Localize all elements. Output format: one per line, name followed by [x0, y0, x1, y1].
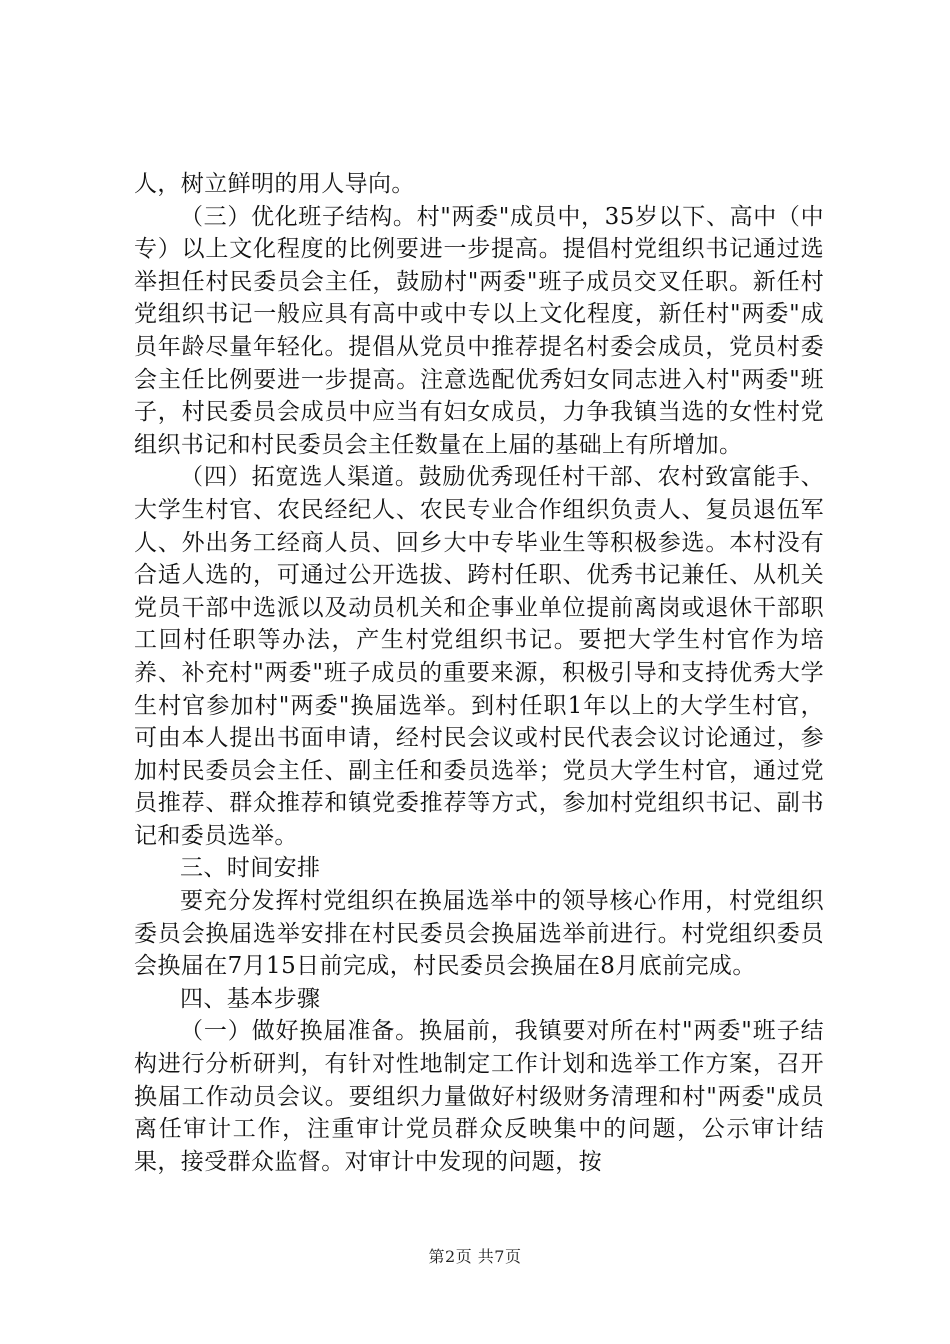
- paragraph-preparation: （一）做好换届准备。换届前，我镇要对所在村"两委"班子结构进行分析研判，有针对性地制定工作计划和选举工作方案，召开换届工作动员会议。要组织力量做好村级财务清理和村"两委"成员离任审计工作，注重审计党员群众反映集中的问题，公示审计结果，接受群众监督。对审计中发现的问题，按: [134, 1018, 824, 1175]
- paragraph-schedule: 要充分发挥村党组织在换届选举中的领导核心作用，村党组织委员会换届选举安排在村民委员会换届选举前进行。村党组织委员会换届在7月15日前完成，村民委员会换届在8月底前完成。: [134, 888, 824, 980]
- paragraph-optimize-structure: （三）优化班子结构。村"两委"成员中，35岁以下、高中（中专）以上文化程度的比例要进一步提高。提倡村党组织书记通过选举担任村民委员会主任，鼓励村"两委"班子成员交叉任职。新任村党组织书记一般应具有高中或中专以上文化程度，新任村"两委"成员年龄尽量年轻化。提倡从党员中推荐提名村委会成员，党员村委会主任比例要进一步提高。注意选配优秀妇女同志进入村"两委"班子，村民委员会成员中应当有妇女成员，力争我镇当选的女性村党组织书记和村民委员会主任数量在上届的基础上有所增加。: [134, 203, 824, 458]
- document-body: [134, 168, 824, 1178]
- section-heading-schedule: 三、时间安排: [180, 855, 321, 882]
- section-heading-steps: 四、基本步骤: [180, 985, 321, 1012]
- paragraph-continuation: 人，树立鲜明的用人导向。: [134, 171, 415, 197]
- page-footer: 第2页 共7页: [428, 1247, 522, 1266]
- paragraph-broaden-channels: （四）拓宽选人渠道。鼓励优秀现任村干部、农村致富能手、大学生村官、农民经纪人、农民专业合作组织负责人、复员退伍军人、外出务工经商人员、回乡大中专毕业生等积极参选。本村没有合适人选的，可通过公开选拔、跨村任职、优秀书记兼任、从机关党员干部中选派以及动员机关和企事业单位提前离岗或退休干部职工回村任职等办法，产生村党组织书记。要把大学生村官作为培养、补充村"两委"班子成员的重要来源，积极引导和支持优秀大学生村官参加村"两委"换届选举。到村任职1年以上的大学生村官，可由本人提出书面申请，经村民会议或村民代表会议讨论通过，参加村民委员会主任、副主任和委员选举；党员大学生村官，通过党员推荐、群众推荐和镇党委推荐等方式，参加村党组织书记、副书记和委员选举。: [134, 464, 824, 849]
